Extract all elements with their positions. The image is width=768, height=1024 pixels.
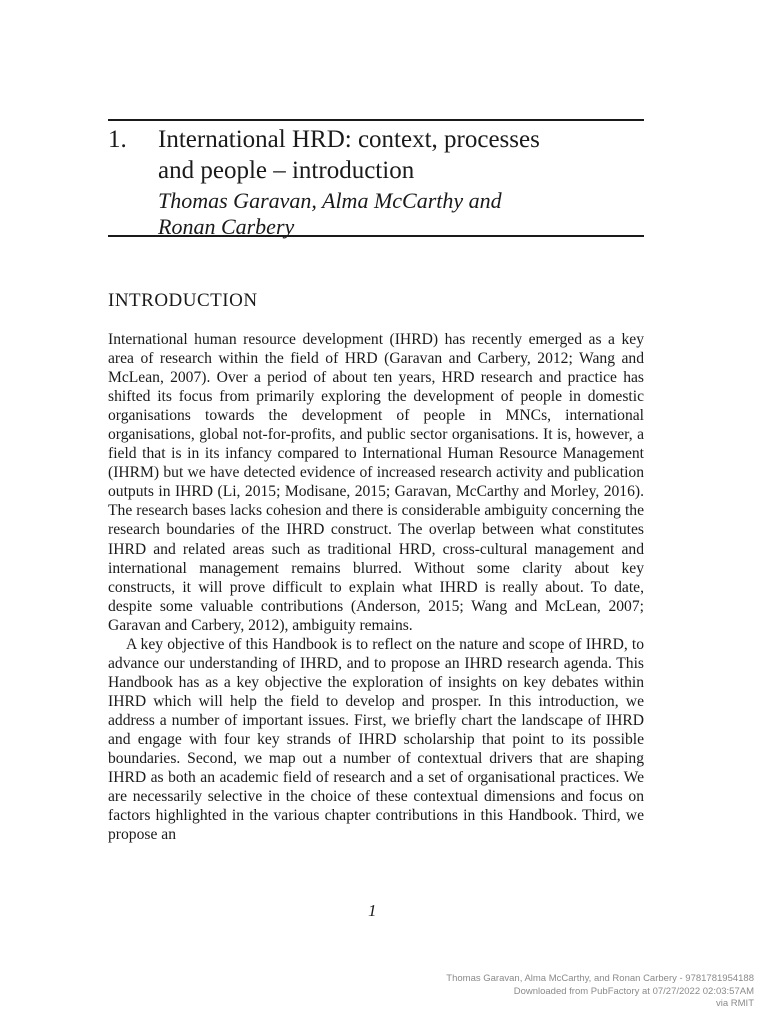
paragraph-1: International human resource development (IHRD) has recently emerged as a key area of research within the field of HRD (Garavan and Carbery, 2012; Wang and McLean, 2007). Over a period of about ten years, HRD research and practice has shifted its focus from primarily exploring the development of people in domestic organisations towards the development of people in MNCs, international organisations, global not-for-profits, and public sector organisations. It is, however, a field that is in its infancy compared to International Human Resource Management (IHRM) but we have detected evidence of increased research activity and publication outputs in IHRD (Li, 2015; Modisane, 2015; Garavan, McCarthy and Morley, 2016). The research bases lacks cohesion and there is considerable ambiguity concerning the research boundaries of the IHRD construct. The overlap between what constitutes IHRD and related areas such as traditional HRD, cross-cultural management and international management remains blurred. Without some clarity about key constructs, it will prove difficult to explain what IHRD is really about. To date, despite some valuable contributions (Anderson, 2015; Wang and McLean, 2007; Garavan and Carbery, 2012), ambiguity remains.	[108, 331, 644, 634]
chapter-number: 1.	[108, 126, 127, 153]
watermark-line-3: via RMIT	[716, 998, 754, 1009]
watermark-line-1: Thomas Garavan, Alma McCarthy, and Ronan Carbery - 9781781954188	[446, 973, 754, 984]
chapter-authors-line-2: Ronan Carbery	[158, 214, 295, 239]
paragraph-2: A key objective of this Handbook is to reflect on the nature and scope of IHRD, to advance our understanding of IHRD, and to propose an IHRD research agenda. This Handbook has as a key objective the exploration of insights on key debates within IHRD which will help the field to develop and prosper. In this introduction, we address a number of important issues. First, we briefly chart the landscape of IHRD and engage with four key strands of IHRD scholarship that point to its possible boundaries. Second, we map out a number of contextual drivers that are shaping IHRD as both an academic field of research and a set of organisational practices. We are necessarily selective in the choice of these contextual dimensions and focus on factors highlighted in the various chapter contributions in this Handbook. Third, we propose an	[108, 635, 644, 844]
chapter-title-text-2: and people – introduction	[158, 157, 415, 184]
chapter-authors-line-1: Thomas Garavan, Alma McCarthy and	[158, 188, 502, 213]
watermark-line-2: Downloaded from PubFactory at 07/27/2022 02:03:57AM	[513, 985, 754, 997]
section-heading: INTRODUCTION	[108, 290, 258, 311]
download-watermark	[446, 973, 754, 1011]
chapter-title-text-1: International HRD: context, processes	[158, 126, 540, 153]
chapter-top-rule	[108, 119, 644, 121]
chapter-title-line-2	[108, 155, 644, 186]
body-text	[108, 330, 644, 844]
chapter-bottom-rule	[108, 235, 644, 237]
chapter-title-line-1	[108, 124, 644, 155]
page-number: 1	[368, 901, 377, 920]
chapter-heading	[108, 124, 644, 240]
